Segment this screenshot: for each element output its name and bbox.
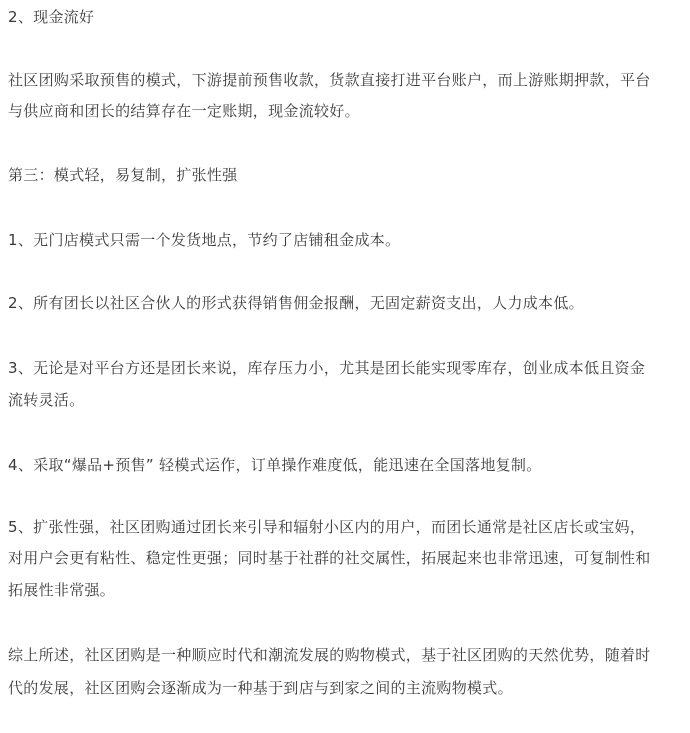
paragraph-line: 4、采取“爆品+预售” 轻模式运作，订单操作难度低，能迅速在全国落地复制。 — [8, 456, 542, 474]
paragraph-line: 拓展性非常强。 — [8, 581, 116, 599]
paragraph-line: 1、无门店模式只需一个发货地点，节约了店铺租金成本。 — [8, 231, 401, 249]
section-heading: 2、现金流好 — [8, 8, 95, 26]
paragraph-line: 对用户会更有粘性、稳定性更强；同时基于社群的社交属性，拓展起来也非常迅速，可复制性和 — [8, 549, 651, 567]
paragraph-line: 综上所述，社区团购是一种顺应时代和潮流发展的购物模式，基于社区团购的天然优势，随着时 — [8, 646, 651, 664]
paragraph-line: 2、所有团长以社区合伙人的形式获得销售佣金报酬，无固定薪资支出，人力成本低。 — [8, 294, 584, 312]
paragraph-line: 5、扩张性强，社区团购通过团长来引导和辐射小区内的用户，而团长通常是社区店长或宝妈， — [8, 518, 646, 536]
paragraph-line: 代的发展，社区团购会逐渐成为一种基于到店与到家之间的主流购物模式。 — [8, 679, 513, 697]
paragraph-line: 3、无论是对平台方还是团长来说，库存压力小，尤其是团长能实现零库存，创业成本低且资金 — [8, 359, 646, 377]
section-heading: 第三：模式轻，易复制，扩张性强 — [8, 166, 238, 184]
paragraph-line: 社区团购采取预售的模式，下游提前预售收款，货款直接打进平台账户，而上游账期押款，平台 — [8, 71, 651, 89]
paragraph-line: 流转灵活。 — [8, 391, 85, 409]
paragraph-line: 与供应商和团长的结算存在一定账期，现金流较好。 — [8, 102, 360, 120]
